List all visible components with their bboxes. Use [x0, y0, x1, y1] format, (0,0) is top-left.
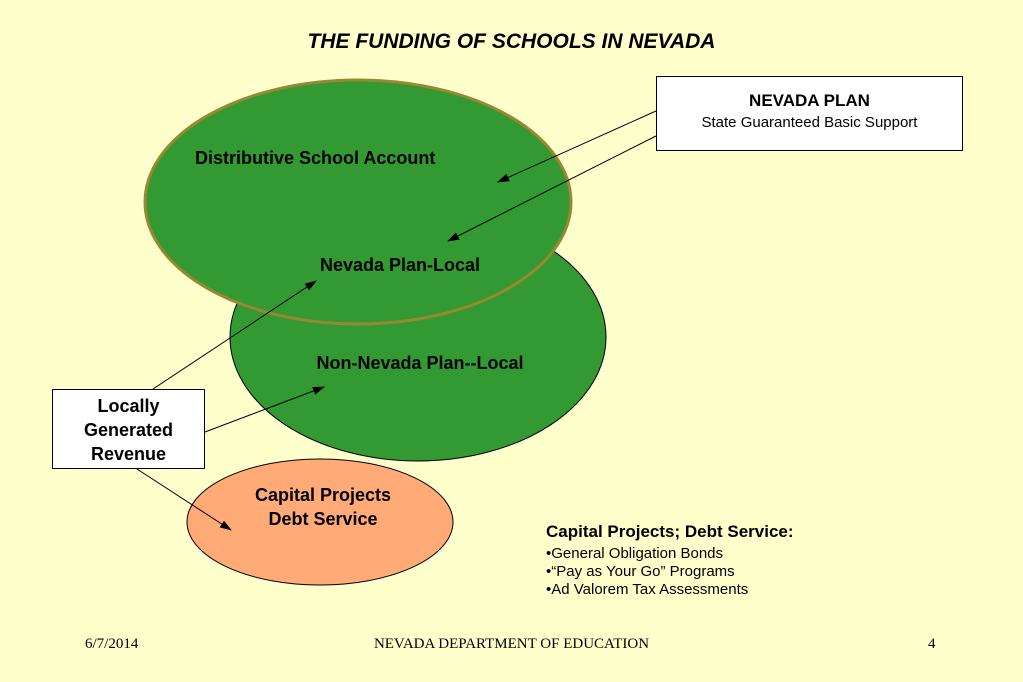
locally-generated-line3: Revenue: [90, 444, 167, 464]
non-nevada-plan-local-label: Non-Nevada Plan--Local: [316, 353, 524, 373]
notes-title: Capital Projects; Debt Service:: [546, 522, 794, 541]
nevada-plan-local-label: Nevada Plan-Local: [319, 255, 481, 275]
distributive-school-account-ellipse: [145, 80, 571, 324]
capital-projects-line2: Debt Service: [268, 509, 378, 529]
nevada-plan-subtitle: State Guaranteed Basic Support: [701, 114, 918, 131]
nevada-plan-title: NEVADA PLAN: [749, 91, 870, 110]
notes-item: •General Obligation Bonds: [546, 545, 724, 562]
capital-projects-notes: [546, 521, 794, 599]
footer-page-number: 4: [928, 636, 936, 652]
notes-item: •Ad Valorem Tax Assessments: [546, 581, 749, 598]
notes-item: •“Pay as Your Go” Programs: [546, 563, 735, 580]
locally-generated-line1: Locally: [97, 396, 160, 416]
locally-generated-revenue-box: [52, 389, 205, 469]
capital-projects-label: [213, 483, 433, 531]
locally-generated-line2: Generated: [83, 420, 174, 440]
footer-organization: NEVADA DEPARTMENT OF EDUCATION: [373, 636, 650, 652]
capital-projects-line1: Capital Projects: [254, 485, 392, 505]
slide-title: THE FUNDING OF SCHOOLS IN NEVADA: [307, 30, 716, 53]
footer-date: 6/7/2014: [85, 636, 139, 652]
distributive-school-account-label: Distributive School Account: [195, 148, 436, 168]
nevada-plan-box: [656, 76, 963, 151]
